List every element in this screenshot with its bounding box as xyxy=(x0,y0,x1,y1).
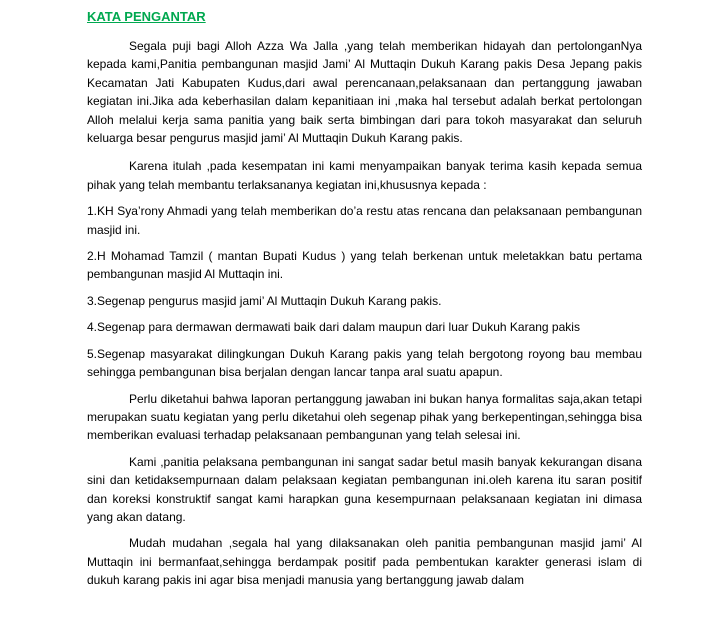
document-heading: KATA PENGANTAR xyxy=(87,9,206,24)
document-page xyxy=(87,8,642,598)
paragraph-report-note: Perlu diketahui bahwa laporan pertanggung jawaban ini bukan hanya formalitas saja,akan tetapi merupakan suatu kegiatan yang perlu diketahui oleh segenap pihak yang berkepentingan,sehingga bisa memberikan evaluasi terhadap pelaksanaan pembangunan yang telah selesai ini. xyxy=(87,391,642,443)
paragraph-opening: Segala puji bagi Alloh Azza Wa Jalla ,yang telah memberikan hidayah dan pertolonganNya kepada kami,Panitia pembangunan masjid Jami’ Al Muttaqin Dukuh Karang pakis Desa Jepang pakis Kecamatan Jati Kabupaten Kudus,dari awal perencanaan,pelaksanaan dan pertanggung jawaban kegiatan ini.Jika ada keberhasilan dalam kepanitiaan ini ,maka hal tersebut adalah berkat pertolongan Alloh melalui kerja sama panitia yang baik serta bimbingan dari para tokoh masyarakat dan seluruh keluarga besar pengurus masjid jami’ Al Muttaqin Dukuh Karang pakis. xyxy=(87,39,642,146)
list-item-1: 1.KH Sya’rony Ahmadi yang telah memberikan do’a restu atas rencana dan pelaksanaan pembangunan masjid ini. xyxy=(87,204,642,237)
paragraph-thanks-intro: Karena itulah ,pada kesempatan ini kami menyampaikan banyak terima kasih kepada semua pihak yang telah membantu terlaksananya kegiatan ini,khususnya kepada : xyxy=(87,159,642,192)
list-item-5: 5.Segenap masyarakat dilingkungan Dukuh Karang pakis yang telah bergotong royong bau membau sehingga pembangunan bisa berjalan dengan lancar tanpa aral suatu apapun. xyxy=(87,346,642,380)
paragraph-hope: Mudah mudahan ,segala hal yang dilaksanakan oleh panitia pembangunan masjid jami’ Al Muttaqin ini bermanfaat,sehingga berdampak positif pada pembentukan karakter generasi islam di dukuh karang pakis ini agar bisa menjadi manusia yang bertanggung jawab dalam xyxy=(87,536,642,588)
paragraph-feedback: Kami ,panitia pelaksana pembangunan ini sangat sadar betul masih banyak kekurangan disana sini dan ketidaksempurnaan dalam pelaksaan kegiatan pembangunan ini.oleh karena itu saran positif dan koreksi konstruktif sangat kami harapkan guna kesempurnaan pelaksanaan kegiatan ini dimasa yang akan datang. xyxy=(87,454,642,524)
list-item-4: 4.Segenap para dermawan dermawati baik dari dalam maupun dari luar Dukuh Karang pakis xyxy=(87,320,580,335)
list-item-2: 2.H Mohamad Tamzil ( mantan Bupati Kudus ) yang telah berkenan untuk meletakkan batu pertama pembangunan masjid Al Muttaqin ini. xyxy=(87,249,642,282)
list-item-3: 3.Segenap pengurus masjid jami’ Al Muttaqin Dukuh Karang pakis. xyxy=(87,293,442,308)
